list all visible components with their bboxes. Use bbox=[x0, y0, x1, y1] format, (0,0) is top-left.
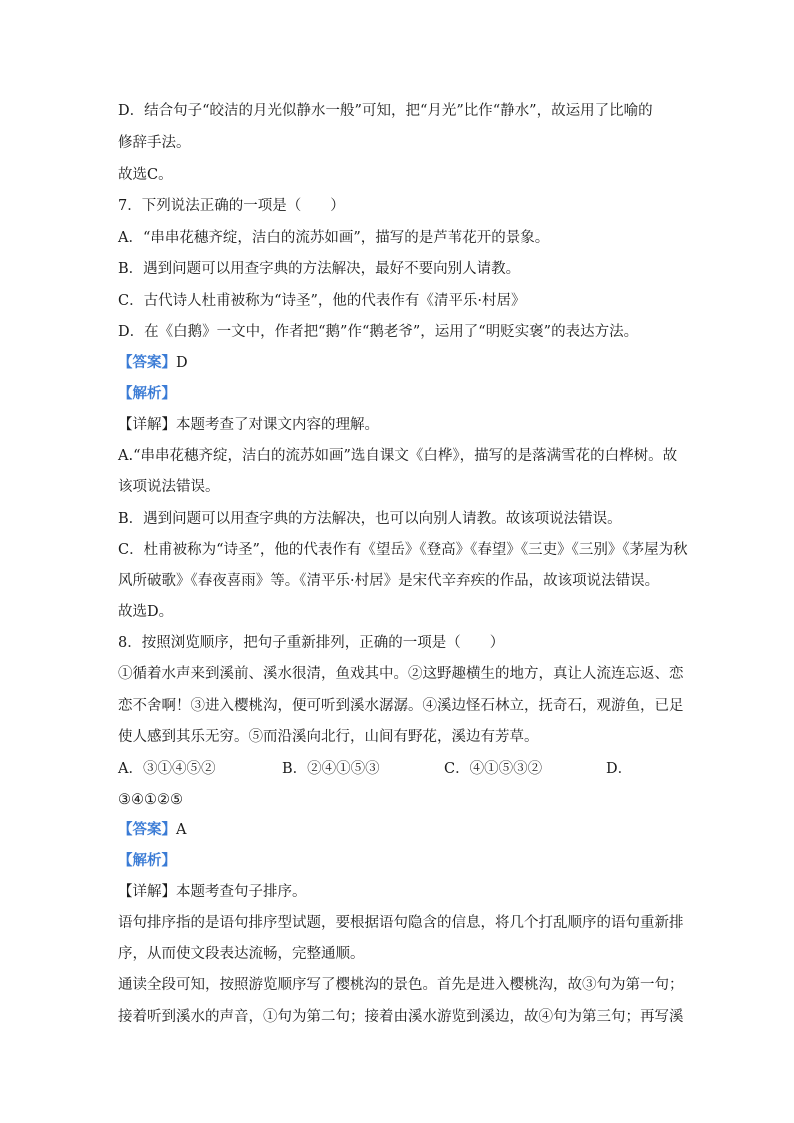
question-8-option-a: A．③①④⑤② bbox=[118, 761, 216, 777]
detail-tag: 【详解】 bbox=[118, 884, 176, 900]
explanation-line: B．遇到问题可以用查字典的方法解决，也可以向别人请教。故该项说法错误。 bbox=[118, 511, 622, 527]
detail-tag: 【详解】 bbox=[118, 417, 176, 433]
explanation-line: 语句排序指的是语句排序型试题，要根据语句隐含的信息，将几个打乱顺序的语句重新排 bbox=[118, 915, 684, 931]
question-7-option-d: D．在《白鹅》一文中，作者把“鹅”作“鹅老爷”，运用了“明贬实褒”的表达方法。 bbox=[118, 324, 639, 340]
question-8-passage: 恋不舍啊！③进入樱桃沟，便可听到溪水潺潺。④溪边怪石林立，抚奇石，观游鱼，已足 bbox=[118, 698, 684, 714]
explanation-line: 该项说法错误。 bbox=[118, 479, 220, 495]
answer-tag: 【答案】 bbox=[118, 821, 176, 838]
detail-text: 本题考查了对课文内容的理解。 bbox=[176, 417, 379, 433]
question-8-option-d: D． bbox=[606, 761, 633, 777]
answer-value: A bbox=[176, 822, 187, 838]
question-8-passage: 使人感到其乐无穷。⑤而沿溪向北行，山间有野花，溪边有芳草。 bbox=[118, 729, 539, 745]
question-8-stem: 8．按照浏览顺序，把句子重新排列，正确的一项是（ ） bbox=[118, 635, 505, 651]
answer-tag: 【答案】 bbox=[118, 354, 176, 371]
question-8-detail bbox=[118, 882, 307, 902]
answer-value: D bbox=[176, 355, 188, 371]
explanation-line: 序，从而使文段表达流畅，完整通顺。 bbox=[118, 946, 365, 962]
question-8-option-b: B．②④①⑤③ bbox=[282, 761, 380, 777]
explanation-line: 风所破歌》《春夜喜雨》等。《清平乐·村居》是宋代辛弃疾的作品，故该项说法错误。 bbox=[118, 573, 660, 589]
question-7-option-c: C．古代诗人杜甫被称为“诗圣”，他的代表作有《清平乐·村居》 bbox=[118, 293, 526, 309]
detail-text: 本题考查句子排序。 bbox=[176, 884, 307, 900]
question-8-passage: ①循着水声来到溪前、溪水很清，鱼戏其中。②这野趣横生的地方，真让人流连忘返、恋 bbox=[118, 666, 684, 682]
question-8-option-d-value: ③④①②⑤ bbox=[118, 792, 183, 808]
question-7-stem: 7．下列说法正确的一项是（ ） bbox=[118, 198, 345, 214]
explanation-line: C．杜甫被称为“诗圣”，他的代表作有《望岳》《登高》《春望》《三吏》《三别》《茅屋为秋 bbox=[118, 542, 688, 558]
text-line: 修辞手法。 bbox=[118, 135, 191, 151]
explanation-line: 故选D。 bbox=[118, 604, 174, 620]
question-7-analysis bbox=[118, 384, 176, 404]
explanation-line: A.“串串花穗齐绽，洁白的流苏如画”选自课文《白桦》，描写的是落满雪花的白桦树。故 bbox=[118, 448, 678, 464]
text-line: D．结合句子“皎洁的月光似静水一般”可知，把“月光”比作“静水”，故运用了比喻的 bbox=[118, 103, 653, 119]
analysis-tag: 【解析】 bbox=[118, 852, 176, 869]
question-8-analysis bbox=[118, 851, 176, 871]
question-7-detail bbox=[118, 415, 379, 435]
question-7-option-b: B．遇到问题可以用查字典的方法解决，最好不要向别人请教。 bbox=[118, 261, 521, 277]
text-line: 故选C。 bbox=[118, 167, 173, 183]
question-8-answer bbox=[118, 820, 186, 840]
explanation-line: 接着听到溪水的声音，①句为第二句；接着由溪水游览到溪边，故④句为第三句；再写溪 bbox=[118, 1009, 684, 1025]
question-8-option-c: C．④①⑤③② bbox=[444, 761, 543, 777]
question-7-option-a: A．“串串花穗齐绽，洁白的流苏如画”，描写的是芦苇花开的景象。 bbox=[118, 230, 550, 246]
question-7-answer bbox=[118, 353, 188, 373]
analysis-tag: 【解析】 bbox=[118, 385, 176, 402]
explanation-line: 通读全段可知，按照游览顺序写了樱桃沟的景色。首先是进入樱桃沟，故③句为第一句； bbox=[118, 977, 684, 993]
